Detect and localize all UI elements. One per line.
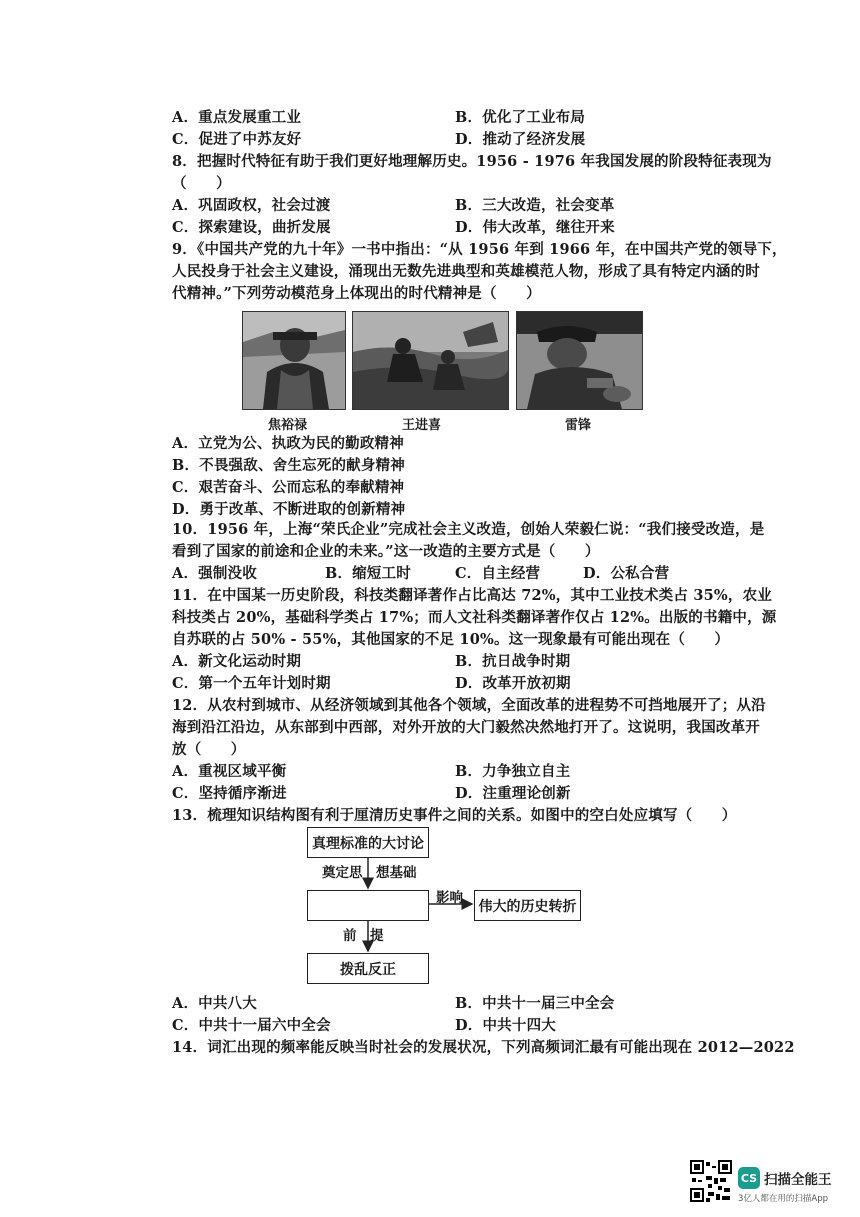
brand-slogan: 3亿人都在用的扫描App	[738, 1194, 829, 1204]
q8-option-c: C．探索建设，曲折发展	[172, 219, 331, 236]
q11-option-d: D．改革开放初期	[455, 675, 571, 692]
q13-option-b: B．中共十一届三中全会	[455, 995, 615, 1012]
q8-option-d: D．伟大改革，继往开来	[455, 219, 615, 236]
q8-option-b: B．三大改造，社会变革	[455, 197, 615, 214]
q7-option-b: B．优化了工业布局	[455, 109, 586, 126]
q13-stem: 13．梳理知识结构图有利于厘清历史事件之间的关系。如图中的空白处应填写（ ）	[172, 807, 737, 824]
q10-option-b: B．缩短工时	[325, 565, 411, 582]
photo-jiao-yulu	[242, 311, 346, 410]
diagram-label-foundation: 奠定思 想基础	[322, 865, 417, 881]
q9-option-b: B．不畏强敌、舍生忘死的献身精神	[172, 457, 405, 474]
q7-option-d: D．推动了经济发展	[455, 131, 586, 148]
q12-line-3: 放（ ）	[172, 741, 246, 758]
diagram-label-influence: 影响	[436, 890, 463, 906]
q9-option-c: C．艰苦奋斗、公而忘私的奉献精神	[172, 479, 405, 496]
q9-option-a: A．立党为公、执政为民的勤政精神	[172, 435, 404, 452]
qr-code-icon	[690, 1160, 732, 1202]
q13-option-a: A．中共八大	[172, 995, 257, 1012]
q10-line-2: 看到了国家的前途和企业的未来。”这一改造的主要方式是（ ）	[172, 543, 600, 560]
q7-option-c: C．促进了中苏友好	[172, 131, 302, 148]
diagram-box-historic-turn: 伟大的历史转折	[474, 890, 581, 921]
photo-lei-feng	[516, 311, 643, 410]
scanner-brand	[738, 1167, 832, 1189]
photo-wang-jinxi	[352, 311, 509, 410]
q12-option-a: A．重视区域平衡	[172, 763, 287, 780]
q13-option-d: D．中共十四大	[455, 1017, 556, 1034]
q12-line-2: 海到沿江沿边，从东部到中西部，对外开放的大门毅然决然地打开了。这说明，我国改革开	[172, 719, 760, 736]
q12-option-b: B．力争独立自主	[455, 763, 571, 780]
q11-option-c: C．第一个五年计划时期	[172, 675, 331, 692]
q9-line-3: 代精神。”下列劳动模范身上体现出的时代精神是（ ）	[172, 285, 541, 302]
q8-option-a: A．巩固政权，社会过渡	[172, 197, 331, 214]
caption-jiao-yulu: 焦裕禄	[268, 418, 308, 433]
q8-paren: （ ）	[172, 175, 231, 192]
diagram-label-premise: 前 提	[343, 928, 384, 944]
q11-line-1: 11．在中国某一历史阶段，科技类翻译著作占比高达 72%，其中工业技术类占 35%，农业	[172, 587, 772, 604]
q9-line-2: 人民投身于社会主义建设，涌现出无数先进典型和英雄模范人物，形成了具有特定内涵的时	[172, 263, 760, 280]
caption-lei-feng: 雷锋	[565, 418, 592, 433]
q12-option-d: D．注重理论创新	[455, 785, 571, 802]
q11-option-b: B．抗日战争时期	[455, 653, 571, 670]
q10-option-a: A．强制没收	[172, 565, 257, 582]
diagram-box-truth-debate: 真理标准的大讨论	[307, 827, 429, 858]
q11-line-3: 自苏联的占 50% - 55%，其他国家的不足 10%。这一现象最有可能出现在（ ）	[172, 631, 730, 648]
caption-wang-jinxi: 王进喜	[402, 418, 442, 433]
q14-stem: 14．词汇出现的频率能反映当时社会的发展状况，下列高频词汇最有可能出现在 2012—2022	[172, 1039, 795, 1056]
brand-name: 扫描全能王	[764, 1172, 832, 1188]
q10-line-1: 10．1956 年，上海“荣氏企业”完成社会主义改造，创始人荣毅仁说：“我们接受改造，是	[172, 521, 765, 538]
q12-line-1: 12．从农村到城市、从经济领域到其他各个领域，全面改革的进程势不可挡地展开了；从沿	[172, 697, 766, 714]
q7-option-a: A．重点发展重工业	[172, 109, 302, 126]
camscanner-logo-icon: CS	[738, 1167, 760, 1189]
diagram-box-bringing-order: 拨乱反正	[307, 953, 429, 984]
diagram-box-blank	[307, 890, 429, 921]
q9-line-1: 9．《中国共产党的九十年》一书中指出：“从 1956 年到 1966 年，在中国共产党的领导下，	[172, 241, 787, 258]
q11-line-2: 科技类占 20%，基础科学类占 17%；而人文社科类翻译著作仅占 12%。出版的书籍中，源	[172, 609, 777, 626]
q9-option-d: D．勇于改革、不断进取的创新精神	[172, 501, 406, 518]
q8-stem: 8．把握时代特征有助于我们更好地理解历史。1956 - 1976 年我国发展的阶段特征表现为	[172, 153, 772, 170]
q11-option-a: A．新文化运动时期	[172, 653, 302, 670]
q13-option-c: C．中共十一届六中全会	[172, 1017, 331, 1034]
q12-option-c: C．坚持循序渐进	[172, 785, 287, 802]
q10-option-c: C．自主经营	[455, 565, 541, 582]
q10-option-d: D．公私合营	[583, 565, 670, 582]
